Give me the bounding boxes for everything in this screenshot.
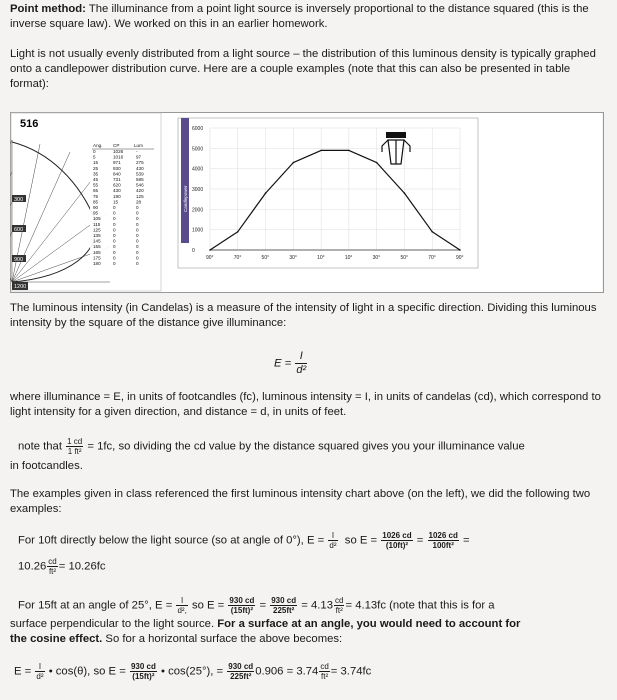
table-cell: 0 bbox=[113, 255, 116, 261]
ex2-mid: = 4.13 bbox=[301, 599, 333, 612]
chart-ytick: 5000 bbox=[192, 146, 204, 153]
chart-xtick: 70° bbox=[233, 255, 242, 261]
ex2-f3d: 225ft² bbox=[273, 606, 295, 615]
table-cell: 0 bbox=[113, 238, 116, 244]
polar-label-300: 300 bbox=[14, 197, 24, 203]
chart-xtick: 90° bbox=[456, 255, 464, 261]
table-cell: 430 bbox=[136, 165, 144, 171]
table-cell: 97 bbox=[136, 154, 142, 160]
chart-ytick: 1000 bbox=[192, 227, 204, 234]
polar-label-900: 900 bbox=[14, 257, 24, 263]
table-cell: 75 bbox=[93, 193, 99, 199]
table-cell: 0 bbox=[136, 244, 139, 250]
ex2-f2n: 930 cd bbox=[229, 596, 255, 605]
ex1-f1d: d² bbox=[329, 541, 337, 550]
ex1-f2n: 1026 cd bbox=[382, 531, 412, 540]
table-cell: - bbox=[136, 149, 138, 154]
table-cell: 731 bbox=[113, 177, 121, 182]
chart-ylabel-band bbox=[181, 118, 189, 243]
ex2-f4n: cd bbox=[335, 596, 344, 605]
table-cell: 539 bbox=[136, 171, 144, 177]
table-cell: 145 bbox=[93, 238, 101, 244]
table-cell: 155 bbox=[93, 244, 101, 250]
table-cell: 28 bbox=[136, 199, 142, 205]
chart-xtick: 10° bbox=[344, 255, 353, 261]
table-cell: 45 bbox=[93, 177, 99, 182]
chart-point bbox=[293, 162, 295, 164]
table-cell: 0 bbox=[136, 255, 139, 261]
table-cell: 840 bbox=[113, 171, 121, 177]
table-cell: 0 bbox=[136, 249, 139, 255]
table-cell: 0 bbox=[136, 210, 139, 216]
ex2-eq: = bbox=[259, 599, 267, 612]
chart-xtick: 70° bbox=[428, 255, 436, 261]
ex1-frac3 bbox=[428, 531, 459, 550]
table-cell: 180 bbox=[93, 261, 101, 266]
cosine-equation bbox=[14, 662, 371, 681]
note-prefix: note that bbox=[18, 440, 62, 453]
candlepower-chart bbox=[178, 118, 478, 268]
chart-xtick: 30° bbox=[289, 255, 297, 261]
table-cell: 25 bbox=[93, 165, 99, 171]
table-cell: 0 bbox=[113, 227, 116, 233]
ex2-frac2 bbox=[228, 596, 255, 615]
ex1-eq: = bbox=[416, 534, 424, 547]
ex1-f4n: cd bbox=[48, 557, 57, 566]
chart-point bbox=[376, 162, 378, 164]
table-cell: 430 bbox=[113, 188, 121, 194]
luminous-intensity-paragraph: The luminous intensity (in Candelas) is a measure of the intensity of light in a specific direction. Dividing this luminous intensity by the square of the distance give illuminance: bbox=[10, 302, 597, 329]
table-cell: 620 bbox=[113, 182, 121, 188]
polar-label-600: 600 bbox=[14, 227, 24, 233]
ex2-line3b: So for a horizontal surface the above becomes: bbox=[102, 633, 343, 645]
intensity-table bbox=[90, 140, 156, 268]
intro-text: The illuminance from a point light source is inversely proportional to the distance squared (this is the inverse square law). We worked on this in an earlier homework. bbox=[10, 3, 589, 30]
ex3-f4d: ft² bbox=[321, 672, 329, 681]
polar-label-1200: 1200 bbox=[14, 284, 27, 290]
table-cell: 0 bbox=[136, 205, 139, 210]
table-cell: 55 bbox=[93, 182, 99, 188]
table-cell: 165 bbox=[93, 249, 101, 255]
figure-number: 516 bbox=[20, 118, 39, 130]
ex1-f3n: 1026 cd bbox=[428, 531, 458, 540]
ex2-tail: = 4.13fc (note that this is for a bbox=[345, 599, 495, 612]
table-cell: 585 bbox=[136, 177, 144, 182]
candlepower-figure bbox=[10, 112, 602, 292]
table-cell: 420 bbox=[136, 188, 144, 194]
chart-point bbox=[265, 192, 267, 194]
table-cell: 175 bbox=[93, 255, 101, 261]
example-2-line1 bbox=[18, 596, 495, 615]
ex3-a: E = bbox=[14, 665, 32, 678]
table-cell: 15 bbox=[93, 160, 99, 166]
ex3-frac1 bbox=[35, 662, 44, 681]
ex3-f2n: 930 cd bbox=[130, 662, 156, 671]
table-cell: 35 bbox=[93, 171, 99, 177]
table-cell: 90 bbox=[93, 205, 99, 210]
example-2-line2 bbox=[10, 617, 609, 632]
ex2-so: so E = bbox=[191, 599, 225, 612]
chart-xtick: 50° bbox=[261, 255, 270, 261]
table-cell: 0 bbox=[136, 227, 139, 233]
chart-point bbox=[459, 249, 461, 251]
table-cell: 1016 bbox=[113, 154, 124, 160]
ex2-f1d: d², bbox=[177, 606, 187, 615]
intro-paragraph bbox=[10, 2, 609, 32]
ex1-so: so E = bbox=[344, 534, 378, 547]
ex3-f1d: d² bbox=[36, 672, 44, 681]
table-cell: 190 bbox=[113, 193, 121, 199]
table-cell: 1026 bbox=[113, 149, 124, 154]
chart-xtick: 50° bbox=[400, 255, 409, 261]
note-line2: in footcandles. bbox=[10, 460, 83, 472]
luminaire-mount-icon bbox=[386, 132, 406, 138]
ex1-f3d: 100ft² bbox=[432, 541, 454, 550]
ex2-f4d: ft² bbox=[335, 606, 343, 615]
table-cell: 0 bbox=[136, 238, 139, 244]
example-1-line1 bbox=[18, 531, 470, 550]
table-cell: 125 bbox=[93, 227, 101, 233]
figure-svg bbox=[10, 112, 604, 293]
table-cell: 125 bbox=[136, 193, 144, 199]
eq-lhs: E = bbox=[274, 357, 292, 370]
ex1-frac2 bbox=[381, 531, 412, 550]
chart-ytick: 3000 bbox=[192, 187, 204, 193]
chart-point bbox=[348, 150, 350, 152]
ex1-frac1 bbox=[328, 531, 337, 550]
note-suffix: = 1fc, so dividing the cd value by the distance squared gives you your illuminance value bbox=[84, 440, 525, 453]
chart-ytick: 6000 bbox=[192, 126, 204, 132]
ex1-text: For 10ft directly below the light source (so at angle of 0°), E = bbox=[18, 534, 325, 547]
table-cell: 0 bbox=[113, 216, 116, 222]
ex3-frac2 bbox=[130, 662, 157, 681]
eq-denominator: d² bbox=[296, 364, 307, 376]
chart-ytick: 0 bbox=[192, 248, 195, 254]
ex2-text: For 15ft at an angle of 25°, E = bbox=[18, 599, 173, 612]
table-cell: 65 bbox=[93, 188, 99, 194]
examples-paragraph: The examples given in class referenced the first luminous intensity chart above (on the left), we did the following two examples: bbox=[10, 488, 591, 515]
ex1-line2b: = 10.26fc bbox=[58, 560, 106, 573]
intro-label: Point method: bbox=[10, 3, 86, 15]
ex3-f3d: 225ft² bbox=[230, 672, 252, 681]
table-cell: 0 bbox=[113, 244, 116, 250]
table-cell: 0 bbox=[113, 221, 116, 227]
chart-point bbox=[431, 231, 433, 233]
ex3-c: • cos(25°), = bbox=[160, 665, 224, 678]
chart-ytick: 2000 bbox=[192, 207, 204, 214]
table-cell: 115 bbox=[93, 221, 101, 227]
ex1-f4d: ft² bbox=[48, 567, 57, 576]
ex1-f2d: (10ft)² bbox=[385, 541, 409, 550]
ex2-frac1 bbox=[176, 596, 187, 615]
table-cell: 135 bbox=[93, 233, 101, 238]
ex3-f1n: I bbox=[35, 662, 44, 672]
chart-point bbox=[320, 150, 322, 152]
table-cell: 971 bbox=[113, 160, 121, 166]
table-cell: 0 bbox=[113, 210, 116, 216]
table-header-lum: Lum bbox=[134, 143, 143, 148]
definitions-paragraph: where illuminance = E, in units of footcandles (fc), luminous intensity = I, in units of candelas (cd), which correspond to light intensity for a given direction, and distance = d, in units of feet. bbox=[10, 391, 601, 418]
ex1-line2a: 10.26 bbox=[18, 560, 47, 573]
table-cell: 85 bbox=[93, 199, 99, 205]
chart-ylabel: Candlepower bbox=[183, 185, 188, 212]
table-cell: 0 bbox=[136, 233, 139, 238]
ex3-e: = 3.74fc bbox=[330, 665, 372, 678]
chart-point bbox=[209, 249, 211, 251]
chart-point bbox=[404, 192, 406, 194]
chart-point bbox=[237, 231, 239, 233]
chart-xtick: 30° bbox=[372, 255, 381, 261]
ex3-frac4 bbox=[319, 662, 329, 681]
table-header-ang: Ang. bbox=[93, 143, 103, 148]
ex2-f2d: (15ft)² bbox=[230, 606, 253, 615]
note-line bbox=[18, 437, 525, 456]
table-cell: 15 bbox=[113, 199, 119, 205]
ex2-frac4 bbox=[334, 596, 344, 615]
ex2-frac3 bbox=[270, 596, 297, 615]
table-cell: 95 bbox=[93, 210, 99, 216]
ex3-frac3 bbox=[227, 662, 254, 681]
table-cell: 0 bbox=[136, 261, 139, 266]
ex3-f2d: (15ft)² bbox=[132, 672, 155, 681]
example-1-line2 bbox=[18, 557, 106, 576]
table-cell: 5 bbox=[93, 154, 96, 160]
distribution-paragraph: Light is not usually evenly distributed from a light source – the distribution of this luminous density is typically graphed onto a candlepower distribution curve. Here are a couple examples (note that this can also be presented in table format): bbox=[10, 48, 596, 90]
table-cell: 0 bbox=[113, 249, 116, 255]
ex3-d: 0.906 = 3.74 bbox=[255, 665, 319, 678]
ex2-line3: the cosine effect. bbox=[10, 633, 103, 645]
table-cell: 0 bbox=[93, 149, 96, 154]
table-cell: 275 bbox=[136, 160, 144, 166]
ex2-f1n: I bbox=[176, 596, 187, 606]
ex3-f3n: 930 cd bbox=[228, 662, 254, 671]
note-den: 1 ft² bbox=[67, 447, 82, 456]
table-cell: 0 bbox=[113, 233, 116, 238]
ex1-frac4 bbox=[47, 557, 57, 576]
ex2-f3n: 930 cd bbox=[271, 596, 297, 605]
ex1-f1n: I bbox=[328, 531, 337, 541]
note-num: 1 cd bbox=[67, 437, 83, 446]
example-2-line3 bbox=[10, 632, 609, 647]
chart-ytick: 4000 bbox=[192, 166, 204, 173]
table-cell: 105 bbox=[93, 216, 101, 222]
table-cell: 0 bbox=[113, 205, 116, 210]
chart-frame bbox=[178, 118, 478, 268]
ex2-line2b: For a surface at an angle, you would need to account for bbox=[214, 618, 521, 630]
note-fraction bbox=[66, 437, 83, 456]
eq-numerator: I bbox=[295, 350, 307, 364]
chart-xtick: 90° bbox=[206, 255, 214, 261]
table-cell: 0 bbox=[136, 221, 139, 227]
ex2-line2: surface perpendicular to the light source. bbox=[10, 618, 215, 630]
table-cell: 930 bbox=[113, 165, 121, 171]
ex3-b: • cos(θ), so E = bbox=[48, 665, 126, 678]
ex1-end: = bbox=[463, 534, 470, 547]
table-cell: 546 bbox=[136, 182, 144, 188]
table-header-cp: CP bbox=[113, 143, 120, 148]
eq-fraction bbox=[295, 350, 307, 377]
ex3-f4n: cd bbox=[320, 662, 329, 671]
illuminance-equation bbox=[274, 350, 308, 377]
table-cell: 0 bbox=[136, 216, 139, 222]
table-cell: 0 bbox=[113, 261, 116, 266]
chart-xtick: 10° bbox=[317, 255, 325, 261]
